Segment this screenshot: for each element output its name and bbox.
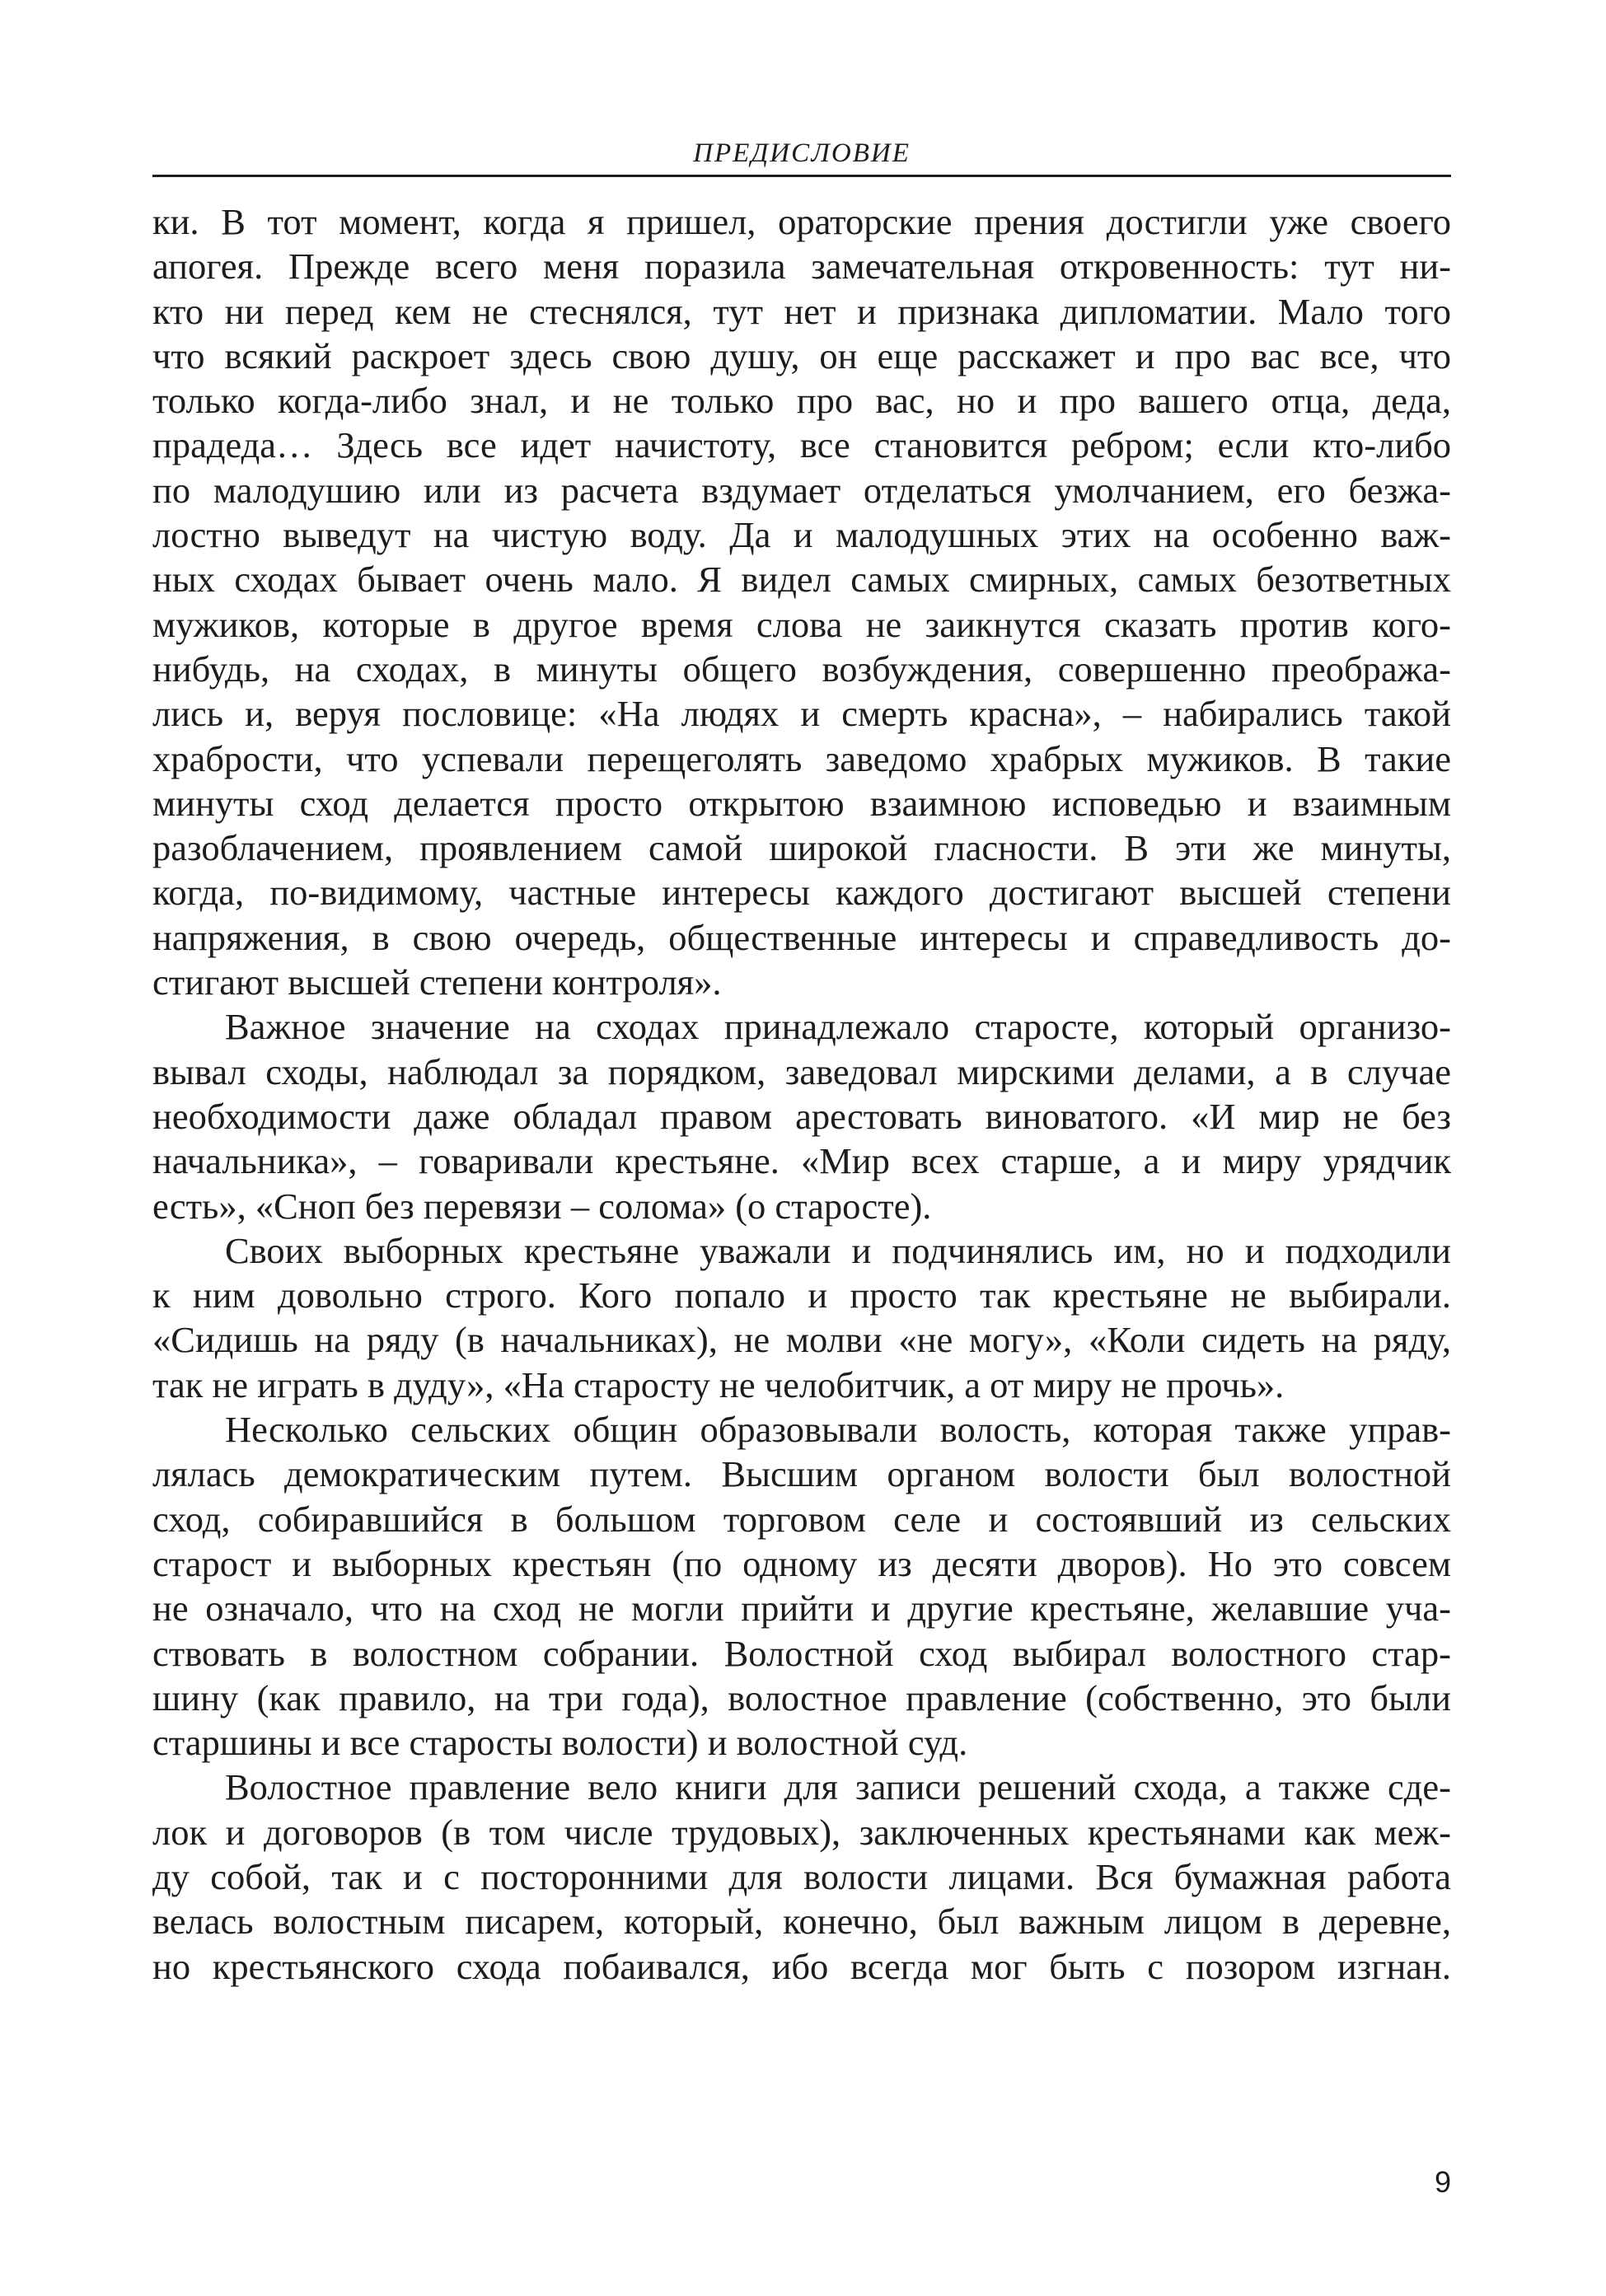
text-line: сход, собиравшийся в большом торговом селе и состоявший из сельских [152,1498,1451,1540]
text-line: велась волостным писарем, который, конечно, был важным лицом в деревне, [152,1901,1451,1943]
text-line: «Сидишь на ряду (в начальниках), не молви «не могу», «Коли сидеть на ряду, [152,1319,1451,1361]
text-line: лись и, веруя пословице: «На людях и смерть красна», – набирались такой [152,693,1451,735]
text-line: есть», «Сноп без перевязи – солома» (о старосте). [152,1185,932,1227]
text-line: нибудь, на сходах, в минуты общего возбуждения, совершенно преобража- [152,648,1451,690]
text-line: старост и выборных крестьян (по одному из десяти дворов). Но это совсем [152,1542,1451,1584]
text-line: так не играть в дуду», «На старосту не челобитчик, а от миру не прочь». [152,1363,1285,1405]
text-line: лостно выведут на чистую воду. Да и малодушных этих на особенно важ- [152,514,1451,556]
text-line: Волостное правление вело книги для записи решений схода, а также сде- [225,1766,1451,1808]
text-line: кто ни перед кем не стеснялся, тут нет и признака дипломатии. Мало того [152,290,1451,332]
header-rule [152,175,1451,177]
text-line: храбрости, что успевали перещеголять заведомо храбрых мужиков. В такие [152,737,1451,779]
text-line: но крестьянского схода побаивался, ибо всегда мог быть с позором изгнан. [152,1945,1451,1987]
body-text [152,199,1451,1989]
text-line: лялась демократическим путем. Высшим органом волости был волостной [152,1453,1451,1495]
text-line: ду собой, так и с посторонними для волости лицами. Вся бумажная работа [152,1855,1451,1897]
text-line: не означало, что на сход не могли прийти и другие крестьяне, желавшие уча- [152,1588,1451,1630]
text-line: Важное значение на сходах принадлежало старосте, который организо- [225,1006,1451,1048]
text-line: ки. В тот момент, когда я пришел, ораторские прения достигли уже своего [152,201,1451,242]
text-line: разоблачением, проявлением самой широкой гласности. В эти же минуты, [152,827,1451,869]
text-line: напряжения, в свою очередь, общественные интересы и справедливость до- [152,916,1451,958]
paragraph [152,199,1451,1004]
paragraph [152,1765,1451,1988]
paragraph [152,1228,1451,1407]
text-line: ствовать в волостном собрании. Волостной сход выбирал волостного стар- [152,1632,1451,1674]
text-line: апогея. Прежде всего меня поразила замечательная откровенность: тут ни- [152,245,1451,288]
page-number: 9 [1434,2165,1451,2199]
text-line: к ним довольно строго. Кого попало и просто так крестьяне не выбирали. [152,1274,1451,1316]
text-line: ных сходах бывает очень мало. Я видел самых смирных, самых безответных [152,559,1451,601]
text-line: шину (как правило, на три года), волостное правление (собственно, это были [152,1676,1451,1718]
text-line: стигают высшей степени контроля». [152,961,722,1003]
text-line: лок и договоров (в том числе трудовых), заключенных крестьянами как меж- [152,1811,1451,1853]
text-line: минуты сход делается просто открытою взаимною исповедью и взаимным [152,782,1451,824]
running-head: ПРЕДИСЛОВИЕ [693,138,911,168]
text-line: старшины и все старосты волости) и волостной суд. [152,1722,968,1764]
text-line: Несколько сельских общин образовывали волость, которая также управ- [225,1409,1451,1451]
text-line: начальника», – говаривали крестьяне. «Мир всех старше, а и миру урядчик [152,1140,1451,1182]
text-line: только когда-либо знал, и не только про вас, но и про вашего отца, деда, [152,380,1451,422]
text-line: необходимости даже обладал правом арестовать виноватого. «И мир не без [152,1095,1451,1137]
text-line: что всякий раскроет здесь свою душу, он еще расскажет и про вас все, что [152,334,1451,376]
text-line: Своих выборных крестьяне уважали и подчинялись им, но и подходили [225,1229,1451,1271]
paragraph [152,1407,1451,1765]
text-line: вывал сходы, наблюдал за порядком, заведовал мирскими делами, а в случае [152,1050,1451,1092]
text-line: по малодушию или из расчета вздумает отделаться умолчанием, его безжа- [152,469,1451,511]
text-line: мужиков, которые в другое время слова не заикнутся сказать против кого- [152,603,1451,645]
text-line: когда, по-видимому, частные интересы каждого достигают высшей степени [152,872,1451,914]
paragraph [152,1004,1451,1227]
text-line: прадеда… Здесь все идет начистоту, все становится ребром; если кто-либо [152,424,1451,466]
